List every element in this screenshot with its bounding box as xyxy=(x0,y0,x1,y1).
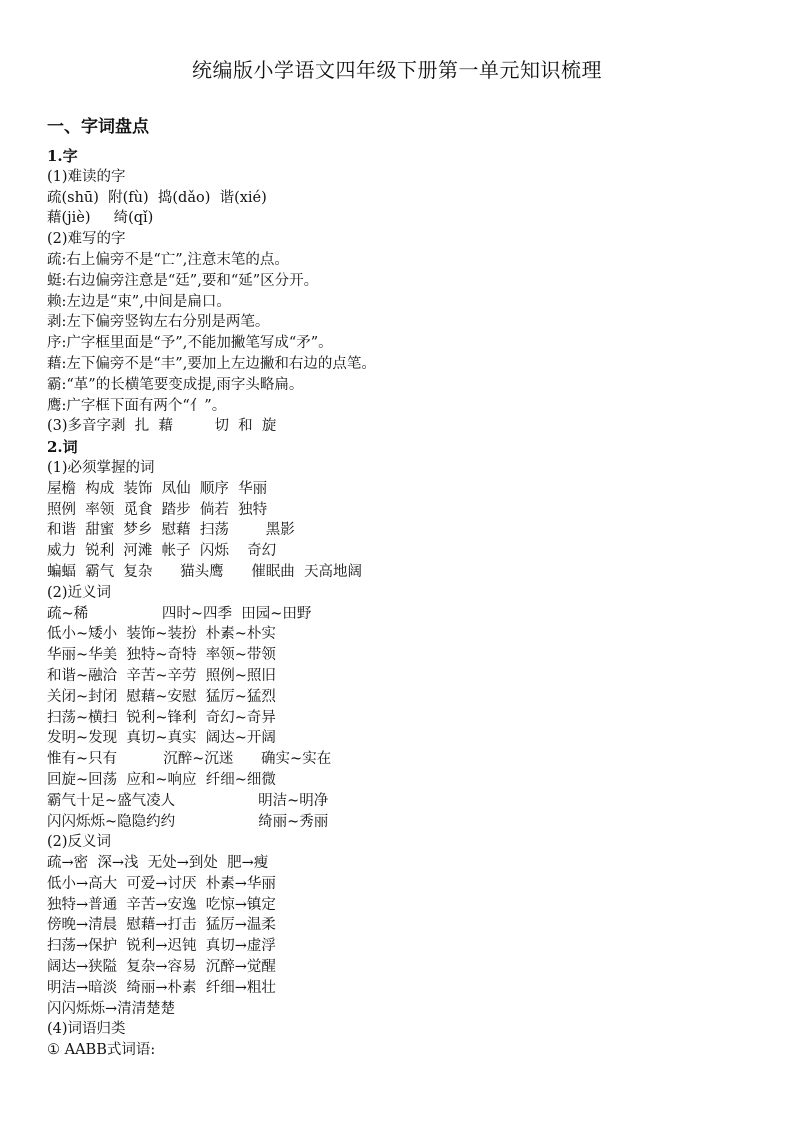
text-line: 藉(jiè) 绮(qǐ) xyxy=(47,210,154,227)
text-line: (2)近义词 xyxy=(47,584,112,601)
text-line: 赖:左边是“束”,中间是扁口。 xyxy=(47,293,231,310)
text-line: (2)反义词 xyxy=(47,834,112,851)
text-line: 低小→高大 可爱→讨厌 朴素→华丽 xyxy=(47,875,276,892)
text-line: 关闭~封闭 慰藉~安慰 猛厉~猛烈 xyxy=(47,688,276,705)
text-line: 惟有~只有 沉醉~沉迷 确实~实在 xyxy=(47,751,332,768)
text-line: 疏~稀 四时~四季 田园~田野 xyxy=(47,605,312,622)
text-line: 序:广字框里面是“予”,不能加撇笔写成“矛”。 xyxy=(47,335,333,352)
text-line: (2)难写的字 xyxy=(47,231,126,248)
text-line: 明洁→暗淡 绮丽→朴素 纤细→粗壮 xyxy=(47,979,276,996)
text-line: 蜓:右边偏旁注意是“廷”,要和“延”区分开。 xyxy=(47,272,319,289)
text-line: ① AABB式词语: xyxy=(47,1042,156,1059)
text-line: 和谐~融洽 辛苦~辛劳 照例~照旧 xyxy=(47,667,276,684)
section-heading: 一、字词盘点 xyxy=(47,117,149,137)
text-line: 疏:右上偏旁不是“亡”,注意末笔的点。 xyxy=(47,251,289,268)
text-line: 闪闪烁烁~隐隐约约 绮丽~秀丽 xyxy=(47,813,329,830)
text-line: (4)词语归类 xyxy=(47,1021,126,1038)
text-line: 霸:“革”的长横笔要变成提,雨字头略扁。 xyxy=(47,376,304,393)
document-title: 统编版小学语文四年级下册第一单元知识梳理 xyxy=(192,58,602,82)
text-line: (1)难读的字 xyxy=(47,168,126,185)
text-line: 疏(shū) 附(fù) 捣(dǎo) 谐(xié) xyxy=(47,189,267,206)
text-line: 剥:左下偏旁竖钩左右分别是两笔。 xyxy=(47,314,270,331)
text-line: 发明~发现 真切~真实 阔达~开阔 xyxy=(47,730,276,747)
text-line: 藉:左下偏旁不是“丰”,要加上左边撇和右边的点笔。 xyxy=(47,355,376,372)
text-line: 疏→密 深→浅 无处→到处 肥→瘦 xyxy=(47,855,269,872)
text-line: (1)必须掌握的词 xyxy=(47,459,155,476)
text-line: 阔达→狭隘 复杂→容易 沉醉→觉醒 xyxy=(47,959,276,976)
text-line: 低小~矮小 装饰~装扮 朴素~朴实 xyxy=(47,626,276,643)
text-line: 屋檐 构成 装饰 凤仙 顺序 华丽 xyxy=(47,480,268,497)
text-line: 霸气十足~盛气凌人 明洁~明净 xyxy=(47,792,329,809)
text-line: 照例 率领 觅食 踏步 倘若 独特 xyxy=(47,501,268,518)
text-line: 鹰:广字框下面有两个“亻”。 xyxy=(47,397,227,414)
text-line: 傍晚→清晨 慰藉→打击 猛厉→温柔 xyxy=(47,917,276,934)
text-line: 回旋~回荡 应和~响应 纤细~细微 xyxy=(47,771,276,788)
text-line: 蝙蝠 霸气 复杂 猫头鹰 催眠曲 天高地阔 xyxy=(47,563,362,580)
subsection-heading: 2.词 xyxy=(47,438,78,457)
text-line: 闪闪烁烁→清清楚楚 xyxy=(47,1000,176,1017)
text-line: 扫荡→保护 锐利→迟钝 真切→虚浮 xyxy=(47,938,276,955)
subsection-heading: 1.字 xyxy=(47,147,78,165)
text-line: 独特→普通 辛苦→安逸 吃惊→镇定 xyxy=(47,896,276,913)
text-line: 华丽~华美 独特~奇特 率领~带领 xyxy=(47,647,276,664)
text-line: 威力 锐利 河滩 帐子 闪烁 奇幻 xyxy=(47,543,277,560)
text-line: (3)多音字剥 扎 藉 切 和 旋 xyxy=(47,418,277,435)
text-line: 和谐 甜蜜 梦乡 慰藉 扫荡 黑影 xyxy=(47,522,295,539)
text-line: 扫荡~横扫 锐利~锋利 奇幻~奇异 xyxy=(47,709,276,726)
document-body xyxy=(47,146,767,1061)
